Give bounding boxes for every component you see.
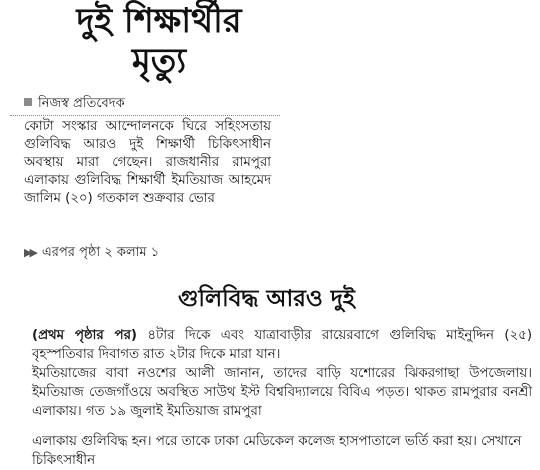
- continuation-paragraph-2: ইমতিয়াজের বাবা নওশের আলী জানান, তাদের বাড়ি যশোরের ঝিকরগাছা উপজেলায়। ইমতিয়াজ তেজগাঁওয়ে অবস্থিত সাউথ ইস্ট বিশ্ববিদ্যালয়ে বিবিএ পড়ত। থাকত রামপুরার বনশ্রী এলাকায়। গত ১৯ জুলাই ইমতিয়াজ রামপুরা: [32, 366, 532, 419]
- continuation-body: [32, 326, 532, 421]
- continuation-paragraph-1: ৪টার দিকে এবং যাত্রাবাড়ীর রায়েরবাগে গুলিবিদ্ধ মাইনুদ্দিন (২৫) বৃহস্পতিবার দিবাগত রাত ২টার দিকে মারা যান।: [32, 328, 533, 362]
- headline-line-2: মৃত্যু: [131, 41, 187, 81]
- byline-text: নিজস্ব প্রতিবেদক: [38, 96, 125, 111]
- headline-line-1: দুই শিক্ষার্থীর: [76, 1, 242, 41]
- byline-divider: [10, 115, 280, 116]
- cut-off-line: এলাকায় গুলিবিদ্ধ হন। পরে তাকে ঢাকা মেডিকেল কলেজ হাসপাতালে ভর্তি করা হয়। সেখানে চিকিৎসাধীন: [32, 434, 522, 468]
- lead-in: (প্রথম পৃষ্ঠার পর): [32, 328, 137, 343]
- byline-square-icon: [24, 98, 32, 106]
- article-body: কোটা সংস্কার আন্দোলনকে ঘিরে সহিংসতায় গুলিবিদ্ধ আরও দুই শিক্ষার্থী চিকিৎসাধীন অবস্থায় মারা গেছেন। রাজধানীর রামপুরা এলাকায় গুলিবিদ্ধ শিক্ষার্থী ইমতিয়াজ আহমেদ জালিম (২০) গতকাল শুক্রবার ভোর: [24, 119, 271, 206]
- continuation-note: [24, 244, 274, 262]
- continuation-text: এরপর পৃষ্ঠা ২ কলাম ১: [41, 245, 160, 260]
- byline: [24, 94, 274, 114]
- continuation-headline: গুলিবিদ্ধ আরও দুই: [178, 286, 355, 312]
- double-arrow-icon: ▶▶: [24, 246, 35, 259]
